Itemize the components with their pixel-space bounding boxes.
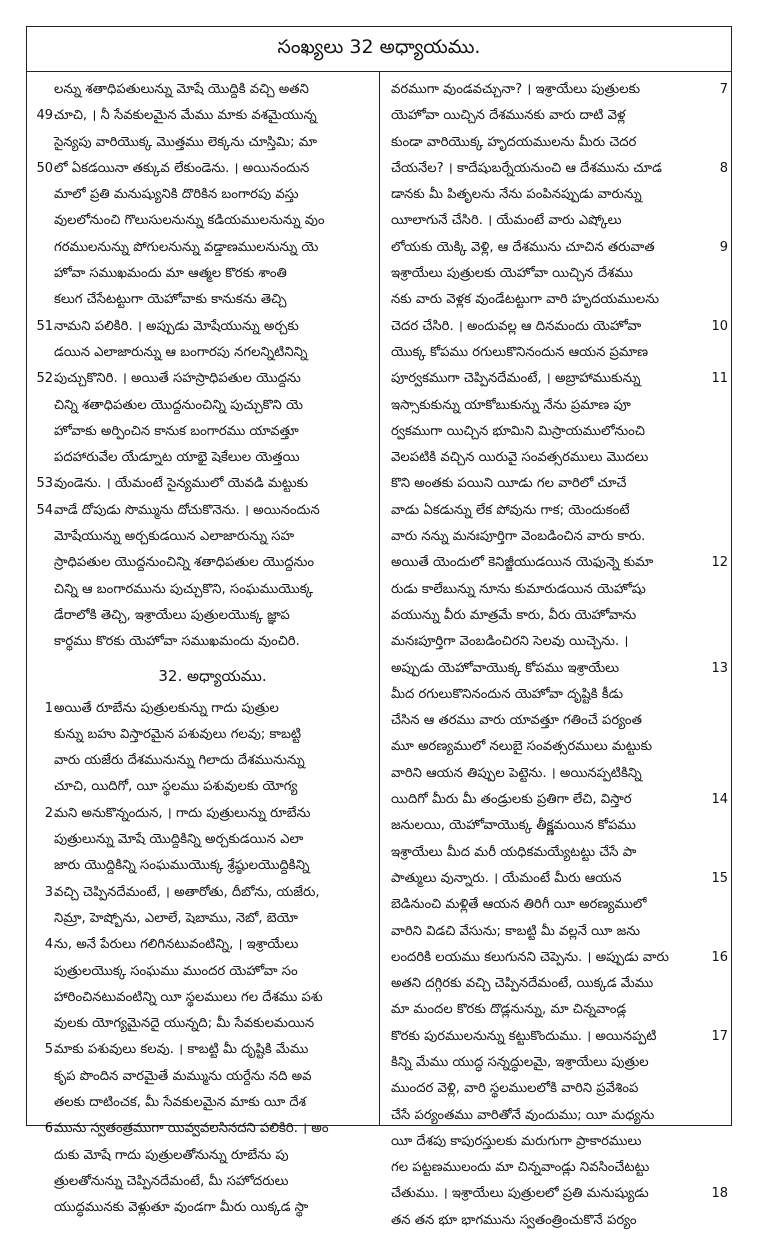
line-text: హోవాకు అర్పించిన కానుక బంగారము యావత్తూ [54,423,299,439]
document-page [26,26,732,1228]
column-divider [379,71,380,1125]
text-line [27,524,375,550]
text-line [27,445,375,471]
line-text: చేసిన ఆ తరము వారు యావత్తూ గతించే పర్యంత [391,713,642,729]
line-text: కొరకు పురములనున్ను కట్టుకొందుము. । అయినప్పటి [391,1028,657,1044]
line-text: ర్వకముగా యిచ్చిన భూమిని మిస్రాయములోనుంచి [391,423,645,439]
text-line [27,853,375,879]
text-line [27,1195,375,1221]
text-line [384,366,730,392]
line-text: చేసే పర్యంతము వారితోనే వుందుము; యీ మధ్యను [391,1107,655,1123]
chapter-heading [27,656,375,696]
line-text: లన్ను శతాధిపతులున్ను మోషే యొద్దికి వచ్చి అతని [54,82,309,97]
line-text: హోవా సముఖమందు మా ఆత్మల కొరకు శాంతి [54,266,287,282]
text-line [384,340,730,366]
line-text: అయితే రూబేను పుత్రులకున్ను గాదు పుత్రుల [54,700,279,716]
line-text: గల పట్టణములందు మా చిన్నవాండ్లు నివసించేటట్టు [391,1160,650,1176]
line-text: పుత్రులయొక్క సంఘము ముందర యెహోవా సం [54,963,298,979]
verse-number: 8 [719,160,728,176]
text-line [384,734,730,760]
line-text: వాడే దోపుడు సొమ్మును దోచుకొనెను. । అయినందున [54,502,320,518]
line-text: చేయనేల? । కాదేషుబర్నేయనుంచి ఆ దేశమును చూడ [391,160,662,176]
text-line [384,393,730,419]
line-text: పుచ్చుకొనిరి. । అయితే సహస్రాధిపతుల యొద్దను [54,371,301,387]
text-line [27,156,375,182]
verse-number: 3 [44,884,53,900]
text-line [27,287,375,313]
text-line [384,997,730,1023]
text-line [384,314,730,340]
text-line [27,77,375,103]
text-line [384,971,730,997]
line-text: వులకు యోగ్యమైనదై యున్నది; మీ సేవకులమయిన [54,1016,315,1032]
page-header [27,27,731,72]
line-text: కున్ను బహు విస్తారమైన పశువులు గలవు; కాబట్టి [54,726,302,742]
line-text: మీద రగులుకొనినందున యెహోవా దృష్టికి కీడు [391,686,624,702]
text-line [384,577,730,603]
line-text: పూర్వకముగా చెప్పినదేమంటే, । అబ్రాహాముకున్ను [391,371,641,387]
line-text: దుకు మోషే గాదు పుత్రులతోనున్ను రూబేను పు [54,1147,289,1163]
text-line [384,1208,730,1234]
line-text: పాత్ములు వున్నారు. । యేమంటే మీరు ఆయన [391,870,622,886]
verse-number: 50 [36,160,53,176]
text-line [384,892,730,918]
line-text: నామని పలికిరి. । అప్పుడు మోషేయున్ను అర్చకు [54,318,299,334]
text-line [27,801,375,827]
line-text: పదహారువేల యేడ్నూట యాభై షెకేలుల యెత్తయి [54,450,300,466]
text-line [384,103,730,129]
text-line [27,419,375,445]
text-line [27,208,375,234]
line-text: కిన్ని మేము యుద్ధ సన్నద్ధులమై, ఇశ్రాయేలు పుత్రుల [391,1054,649,1070]
line-text: త్రులతోనున్ను చెప్పినదేమంటే, మీ సహోదరులు [54,1173,289,1189]
text-line [384,603,730,629]
text-line [384,813,730,839]
text-line [27,471,375,497]
text-line [27,393,375,419]
text-line [384,656,730,682]
text-line [384,708,730,734]
line-text: వారిని ఆయన తిప్పుల పెట్టెను. । అయినప్పటికిన్ని [391,765,642,781]
line-text: అప్పుడు యెహోవాయొక్క కోపము ఇశ్రాయేలు [391,660,620,676]
line-text: తన తన భూ భాగమును స్వతంత్రించుకొనే పర్యం [391,1212,637,1228]
verse-number: 14 [711,792,728,808]
text-line [27,722,375,748]
line-text: వారిని విడచి వేసును; కాబట్టి మీ వల్లనే యీ జను [391,923,641,939]
line-text: జనులయి, యెహోవాయొక్క తీక్ష్ణమయిన కోపము [391,818,636,834]
line-text: మూ అరణ్యములో నలుబై సంవత్సరములు మట్టుకు [391,739,653,755]
text-line [27,130,375,156]
line-text: బెడినుంచి మళ్లితే ఆయన తిరిగీ యీ అరణ్యములో [391,897,647,913]
text-line [384,419,730,445]
line-text: ఇశ్రాయేలు మీద మరీ యధికమయ్యేటట్టు చేసే పా [391,844,637,860]
line-text: అయితే యెందులో కెనిజ్జీయుడయిన యెఫున్నె కుమా [391,555,654,571]
line-text: చూచి, యిదిగో, యీ స్థలము పశువులకు యోగ్య [54,779,298,795]
line-text: తలకు దాటించక, మీ సేవకులమైన మాకు యీ దేశ [54,1094,306,1110]
line-text: నిమ్రా, హెష్బోను, ఎలాలే, షెబాము, నెబో, బెయో [54,910,298,926]
line-text: వుండెను. । యేమంటే సైన్యములో యెవడి మట్టుకు [54,476,309,492]
text-line [384,787,730,813]
line-text: జారు యొద్దికిన్ని సంఘముయొక్క శ్రేష్ఠులయొద్దికిన్ని [54,858,310,874]
text-line [27,182,375,208]
line-text: యొక్క కోపము రగులుకొనినందున ఆయన ప్రమాణ [391,344,648,360]
verse-number: 18 [711,1186,728,1202]
text-line [27,1143,375,1169]
line-text: వారు నన్ను మనఃపూర్తిగా వెంబడించిన వారు కారు. [391,529,646,545]
line-text: కార్థము కొరకు యెహోవా సముఖమందు వుంచిరి. [54,634,300,650]
verse-number: 5 [44,1042,53,1058]
text-line [27,827,375,853]
line-text: వరముగా వుండవచ్చునా? । ఇశ్రాయేలు పుత్రులకు [391,82,641,97]
text-line [27,235,375,261]
line-text: డయిన ఎలాజారున్ను ఆ బంగారపు నగలన్నిటినిన్ని [54,344,308,360]
text-line [384,130,730,156]
line-text: లో ఏకడయినా తక్కువ లేకుండెను. । అయినందున [54,160,310,176]
text-line [27,366,375,392]
text-line [27,696,375,722]
text-line [27,1037,375,1063]
text-line [27,932,375,958]
text-line [27,603,375,629]
line-text: ఇస్సాకుకున్ను యాకోబుకున్ను నేను ప్రమాణ పూ [391,397,631,413]
text-line [384,550,730,576]
text-line [27,1090,375,1116]
text-line [384,445,730,471]
text-line [384,1103,730,1129]
text-line [27,1011,375,1037]
text-line [384,208,730,234]
text-line [384,471,730,497]
text-line [27,103,375,129]
line-text: చూచి, । నీ సేవకులమైన మేము మాకు వశమైయున్న [54,108,317,124]
line-text: మాలో ప్రతి మనుష్యునికి దొరికిన బంగారపు వస్తు [54,187,299,203]
text-line [27,629,375,655]
line-text: మనఃపూర్తిగా వెంబడించిరని సెలవు యిచ్చెను. । [391,634,629,650]
text-line [384,287,730,313]
verse-number: 15 [711,870,728,886]
line-text: అతని దగ్గిరకు వచ్చి చెప్పినదేమంటే, యిక్కడ మేము [391,976,654,992]
right-column [384,77,730,1228]
text-line [27,959,375,985]
verse-number: 9 [719,239,728,255]
text-line [27,1169,375,1195]
line-text: ను, అనే పేరులు గలిగినటువంటిన్ని, । ఇశ్రాయేలు [54,937,299,953]
line-text: గరములనున్ను పోగులనున్ను వడ్డాణములనున్ను యె [54,239,319,255]
text-line [384,1024,730,1050]
line-text: సైన్యపు వారియొక్క మొత్తము లెక్కను చూస్తిమి; మా [54,134,317,150]
line-text: యీ దేశపు కాపురస్తులకు మరుగుగా ప్రాకారములు [391,1133,642,1149]
text-line [27,1116,375,1142]
line-text: యీలాగునే చేసిరి. । యేమంటే వారు ఎష్కోలు [391,213,622,229]
line-text: మాకు పశువులు కలవు. । కాబట్టి మీ దృష్టికి మేము [54,1042,309,1058]
text-line [384,629,730,655]
line-text: వాడు ఏకడున్ను లేక పోవును గాక; యెందుకంటే [391,502,630,518]
line-text: వయున్ను వీరు మాత్రమే కారు, వీరు యెహోవాను [391,607,637,623]
line-text: యెహోవా యిచ్చిన దేశమునకు వారు దాటి వెళ్ల [391,108,626,124]
text-line [384,682,730,708]
line-text: యిదిగో మీరు మీ తండ్రులకు ప్రతిగా లేచి, విస్తార [391,792,632,808]
line-text: కొని అంతకు పయిని యీడు గల వారిలో చూచే [391,476,627,492]
verse-number: 16 [711,949,728,965]
text-line [384,1181,730,1207]
verse-number: 13 [711,660,728,676]
verse-number: 53 [36,476,53,492]
verse-number: 54 [36,502,53,518]
line-text: హారించినటువంటిన్ని యీ స్థలములు గల దేశము పశు [54,989,323,1005]
line-text: చేతుము. । ఇశ్రాయేలు పుత్రులలో ప్రతి మనుష్యుడు [391,1186,649,1202]
text-line [27,340,375,366]
text-line [27,985,375,1011]
line-text: కుండా వారియొక్క హృదయములను మీరు చెదర [391,134,637,150]
text-line [27,550,375,576]
verse-number: 1 [44,700,53,716]
text-line [384,1076,730,1102]
line-text: యుద్ధమునకు వెళ్లుతూ వుండగా మీరు యిక్కడ స్థా [54,1200,309,1216]
line-text: లోయకు యెక్కి వెళ్లి, ఆ దేశమును చూచిన తరువాత [391,239,655,255]
verse-number: 6 [44,1121,53,1137]
left-column [27,77,375,1216]
text-line [384,182,730,208]
text-line [384,156,730,182]
line-text: ముందర వెళ్లి, వారి స్థలములలోకి వారిని ప్రవేశింప [391,1081,639,1097]
text-line [27,577,375,603]
verse-number: 12 [711,555,728,571]
page-title: సంఖ్యలు 32 అధ్యాయము. [277,35,481,58]
line-text: పుత్రులున్ను మోషే యొద్దికిన్ని అర్చకుడయిన ఎలా [54,832,304,848]
line-text: కలుగ చేసేటట్టుగా యెహోవాకు కానుకను తెచ్చి [54,292,287,308]
text-line [384,919,730,945]
verse-number: 2 [44,805,53,821]
verse-number: 52 [36,371,53,387]
line-text: చెదర చేసిరి. । అందువల్ల ఆ దినమందు యెహోవా [391,318,642,334]
line-text: డానకు మీ పితృలను నేను పంపినప్పుడు వారున్ను [391,187,642,203]
text-line [384,1050,730,1076]
line-text: 32. అధ్యాయము. [158,666,267,685]
verse-number: 11 [711,371,728,387]
text-line [27,261,375,287]
verse-number: 4 [44,937,53,953]
text-line [384,524,730,550]
text-line [384,761,730,787]
text-line [384,866,730,892]
verse-number: 51 [36,318,53,334]
line-text: నకు వారు వెళ్లక వుండేటట్టుగా వారి హృదయములను [391,292,660,308]
text-line [27,748,375,774]
text-line [384,840,730,866]
line-text: చిన్ని ఆ బంగారమును పుచ్చుకొని, సంఘముయొక్క [54,581,314,597]
text-line [384,498,730,524]
line-text: చిన్ని శతాధిపతుల యొద్దనుంచిన్ని పుచ్చుకొని యె [54,397,303,413]
text-line [384,261,730,287]
text-line [27,1064,375,1090]
text-line [27,906,375,932]
line-text: లందరికి లయము కలుగునని చెప్పెను. । అప్పుడు వారు [391,949,669,965]
text-line [384,945,730,971]
line-text: మా మందల కొరకు దొడ్లనున్ను, మా చిన్నవాండ్ల [391,1002,627,1018]
text-line [27,774,375,800]
line-text: కృప పొందిన వారమైతే మమ్మును యర్దేను నది అవ [54,1068,312,1084]
text-line [27,314,375,340]
line-text: మును స్వతంత్రముగా యివ్వవలసినదని పలికిరి. । అం [54,1121,329,1137]
text-line [27,880,375,906]
line-text: వచ్చి చెప్పినదేమంటే, । అతారోతు, దీబోను, యజేరు, [54,884,320,900]
line-text: మోషేయున్ను అర్చకుడయిన ఎలాజారున్ను సహ [54,529,295,545]
line-text: డేరాలోకి తెచ్చి, ఇశ్రాయేలు పుత్రులయొక్క జ్ఞాప [54,607,290,623]
line-text: రుడు కాలేబున్ను నూను కుమారుడయిన యెహోషు [391,581,646,597]
verse-number: 17 [711,1028,728,1044]
text-line [27,498,375,524]
line-text: స్రాధిపతుల యొద్దనుంచిన్ని శతాధిపతుల యొద్దనుం [54,555,315,571]
verse-number: 7 [719,82,728,97]
line-text: వారు యజేరు దేశమునున్ను గిలాదు దేశమునున్ను [54,753,305,769]
text-line [384,1129,730,1155]
line-text: వులలోనుంచి గొలుసులనున్ను కడియములనున్ను వుం [54,213,325,229]
line-text: ఇశ్రాయేలు పుత్రులకు యెహోవా యిచ్చిన దేశము [391,266,633,282]
text-line [384,77,730,103]
text-line [384,1155,730,1181]
line-text: మని అనుకొన్నందున, । గాదు పుత్రులున్ను రూబేను [54,805,311,821]
verse-number: 10 [711,318,728,334]
verse-number: 49 [36,108,53,124]
text-line [384,235,730,261]
line-text: వెలపటికి వచ్చిన యిరువై సంవత్సరములు మొదలు [391,450,649,466]
